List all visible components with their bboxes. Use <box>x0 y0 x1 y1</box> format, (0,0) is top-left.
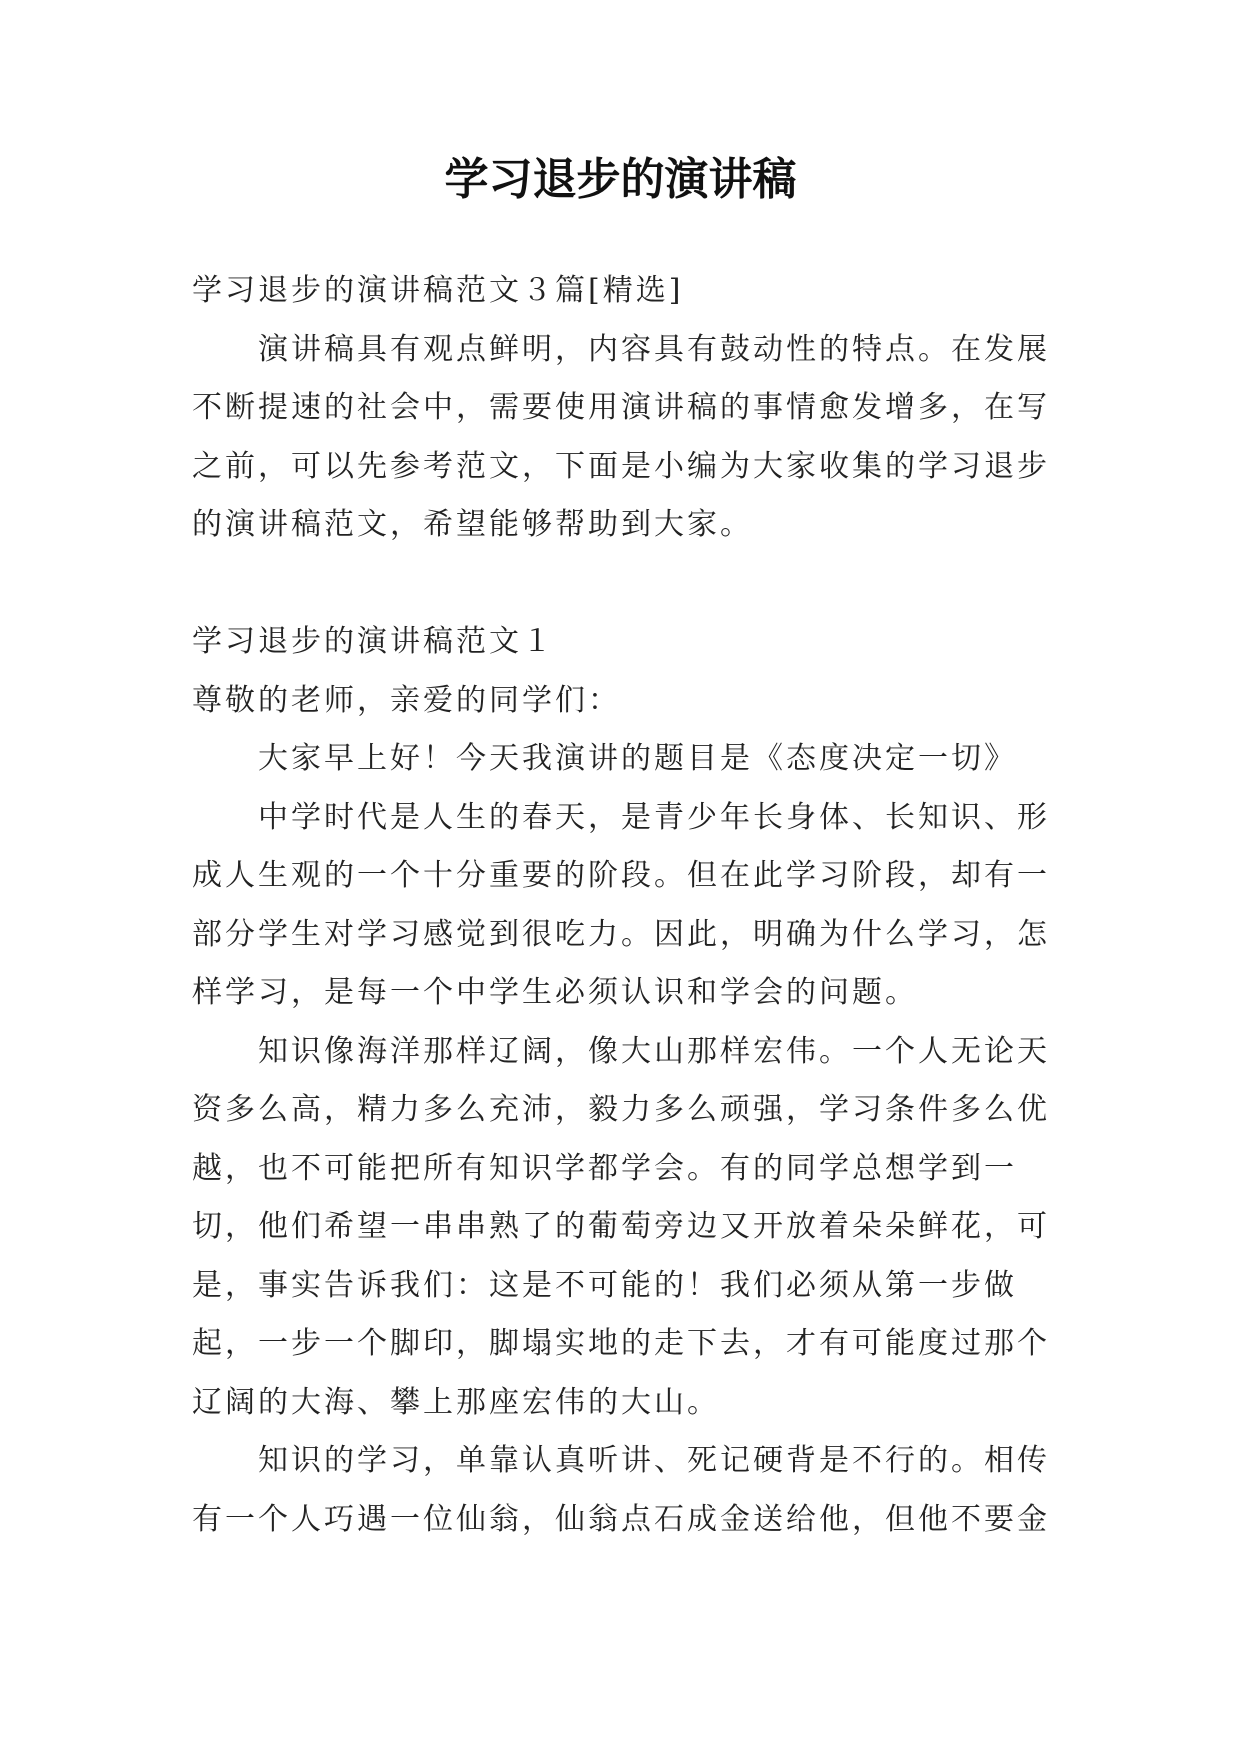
paragraph-greeting: 大家早上好！今天我演讲的题目是《态度决定一切》 <box>258 741 1017 776</box>
section-spacer <box>192 555 1072 614</box>
document-title: 学习退步的演讲稿 <box>444 154 797 205</box>
intro-heading: 学习退步的演讲稿范文３篇[精选] <box>192 273 684 308</box>
section-heading: 学习退步的演讲稿范文１ <box>192 624 555 659</box>
salutation: 尊敬的老师，亲爱的同学们： <box>192 682 621 718</box>
document-body <box>192 262 1072 1549</box>
paragraph-middle-school: 中学时代是人生的春天，是青少年长身体、长知识、形成人生观的一个十分重要的阶段。但在此学习阶段，却有一部分学生对学习感觉到很吃力。因此，明确为什么学习，怎样学习，是每一个中学生必须认识和学会的问题。 <box>192 799 1050 1010</box>
intro-paragraph: 演讲稿具有观点鲜明，内容具有鼓动性的特点。在发展不断提速的社会中，需要使用演讲稿的事情愈发增多，在写之前，可以先参考范文，下面是小编为大家收集的学习退步的演讲稿范文，希望能够帮助到大家。 <box>192 331 1050 542</box>
paragraph-knowledge-ocean: 知识像海洋那样辽阔，像大山那样宏伟。一个人无论天资多么高，精力多么充沛，毅力多么顽强，学习条件多么优越，也不可能把所有知识学都学会。有的同学总想学到一切，他们希望一串串熟了的葡萄旁边又开放着朵朵鲜花，可是，事实告诉我们：这是不可能的！我们必须从第一步做起，一步一个脚印，脚塌实地的走下去，才有可能度过那个辽阔的大海、攀上那座宏伟的大山。 <box>192 1033 1050 1420</box>
paragraph-learning-method: 知识的学习，单靠认真听讲、死记硬背是不行的。相传有一个人巧遇一位仙翁，仙翁点石成金送给他，但他不要金 <box>192 1443 1050 1537</box>
